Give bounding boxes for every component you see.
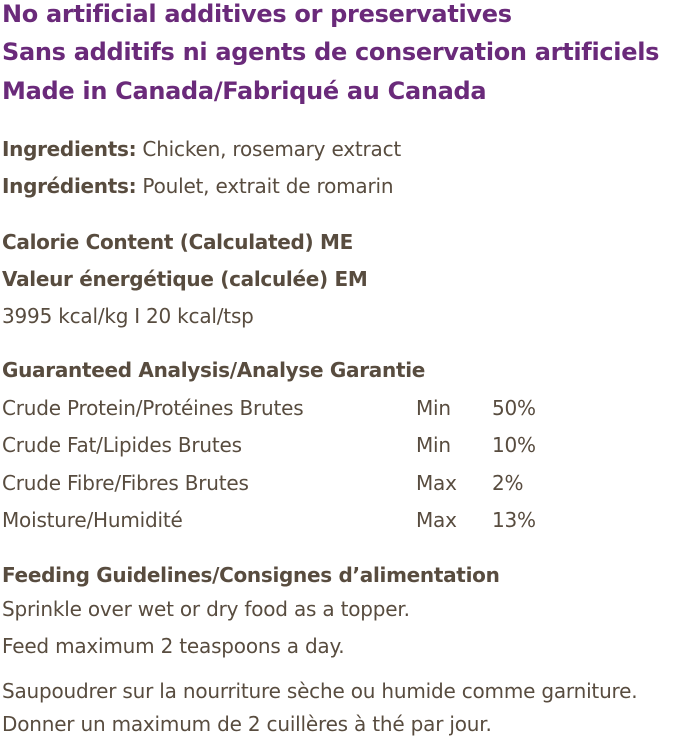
- calorie-title-fr: Valeur énergétique (calculée) EM: [2, 267, 368, 291]
- ingredients-fr: [2, 168, 393, 205]
- ingredients-fr-label: Ingrédients:: [2, 174, 137, 198]
- analysis-row-qualifier: Max: [416, 508, 457, 532]
- header-line-2: Sans additifs ni agents de conservation artificiels: [2, 38, 660, 66]
- header-line-1: No artificial additives or preservatives: [2, 0, 512, 28]
- header-line-3: Made in Canada/Fabriqué au Canada: [2, 77, 487, 105]
- ingredients-en-value: Chicken, rosemary extract: [136, 137, 402, 161]
- ingredients-fr-value: Poulet, extrait de romarin: [136, 174, 394, 198]
- analysis-row-qualifier: Max: [416, 471, 457, 495]
- analysis-row-name: Crude Fat/Lipides Brutes: [2, 433, 242, 457]
- ingredients-en-label: Ingredients:: [2, 137, 137, 161]
- feeding-en-line-2: Feed maximum 2 teaspoons a day.: [2, 634, 345, 658]
- calorie-per-kg: 3995 kcal/kg: [2, 304, 129, 328]
- calorie-values: [2, 298, 254, 335]
- feeding-fr-line-1: Saupoudrer sur la nourriture sèche ou humide comme garniture.: [2, 679, 638, 703]
- analysis-row-value: 10%: [492, 433, 536, 457]
- analysis-row: [2, 390, 672, 427]
- feeding-title: Feeding Guidelines/Consignes d’alimentation: [2, 563, 500, 587]
- analysis-row-qualifier: Min: [416, 433, 451, 457]
- feeding-fr-line-2: Donner un maximum de 2 cuillères à thé par jour.: [2, 712, 492, 736]
- calorie-separator: I: [134, 304, 140, 328]
- analysis-row: [2, 502, 672, 539]
- analysis-row: [2, 427, 672, 464]
- analysis-row-name: Crude Fibre/Fibres Brutes: [2, 471, 249, 495]
- analysis-row-value: 50%: [492, 396, 536, 420]
- analysis-row-name: Moisture/Humidité: [2, 508, 183, 532]
- analysis-row-value: 2%: [492, 471, 524, 495]
- analysis-row: [2, 465, 672, 502]
- feeding-en-line-1: Sprinkle over wet or dry food as a topper.: [2, 597, 410, 621]
- calorie-title-en: Calorie Content (Calculated) ME: [2, 230, 353, 254]
- analysis-row-qualifier: Min: [416, 396, 451, 420]
- ingredients-en: [2, 131, 401, 168]
- analysis-title: Guaranteed Analysis/Analyse Garantie: [2, 358, 426, 382]
- analysis-row-name: Crude Protein/Protéines Brutes: [2, 396, 304, 420]
- analysis-row-value: 13%: [492, 508, 536, 532]
- calorie-per-tsp: 20 kcal/tsp: [145, 304, 254, 328]
